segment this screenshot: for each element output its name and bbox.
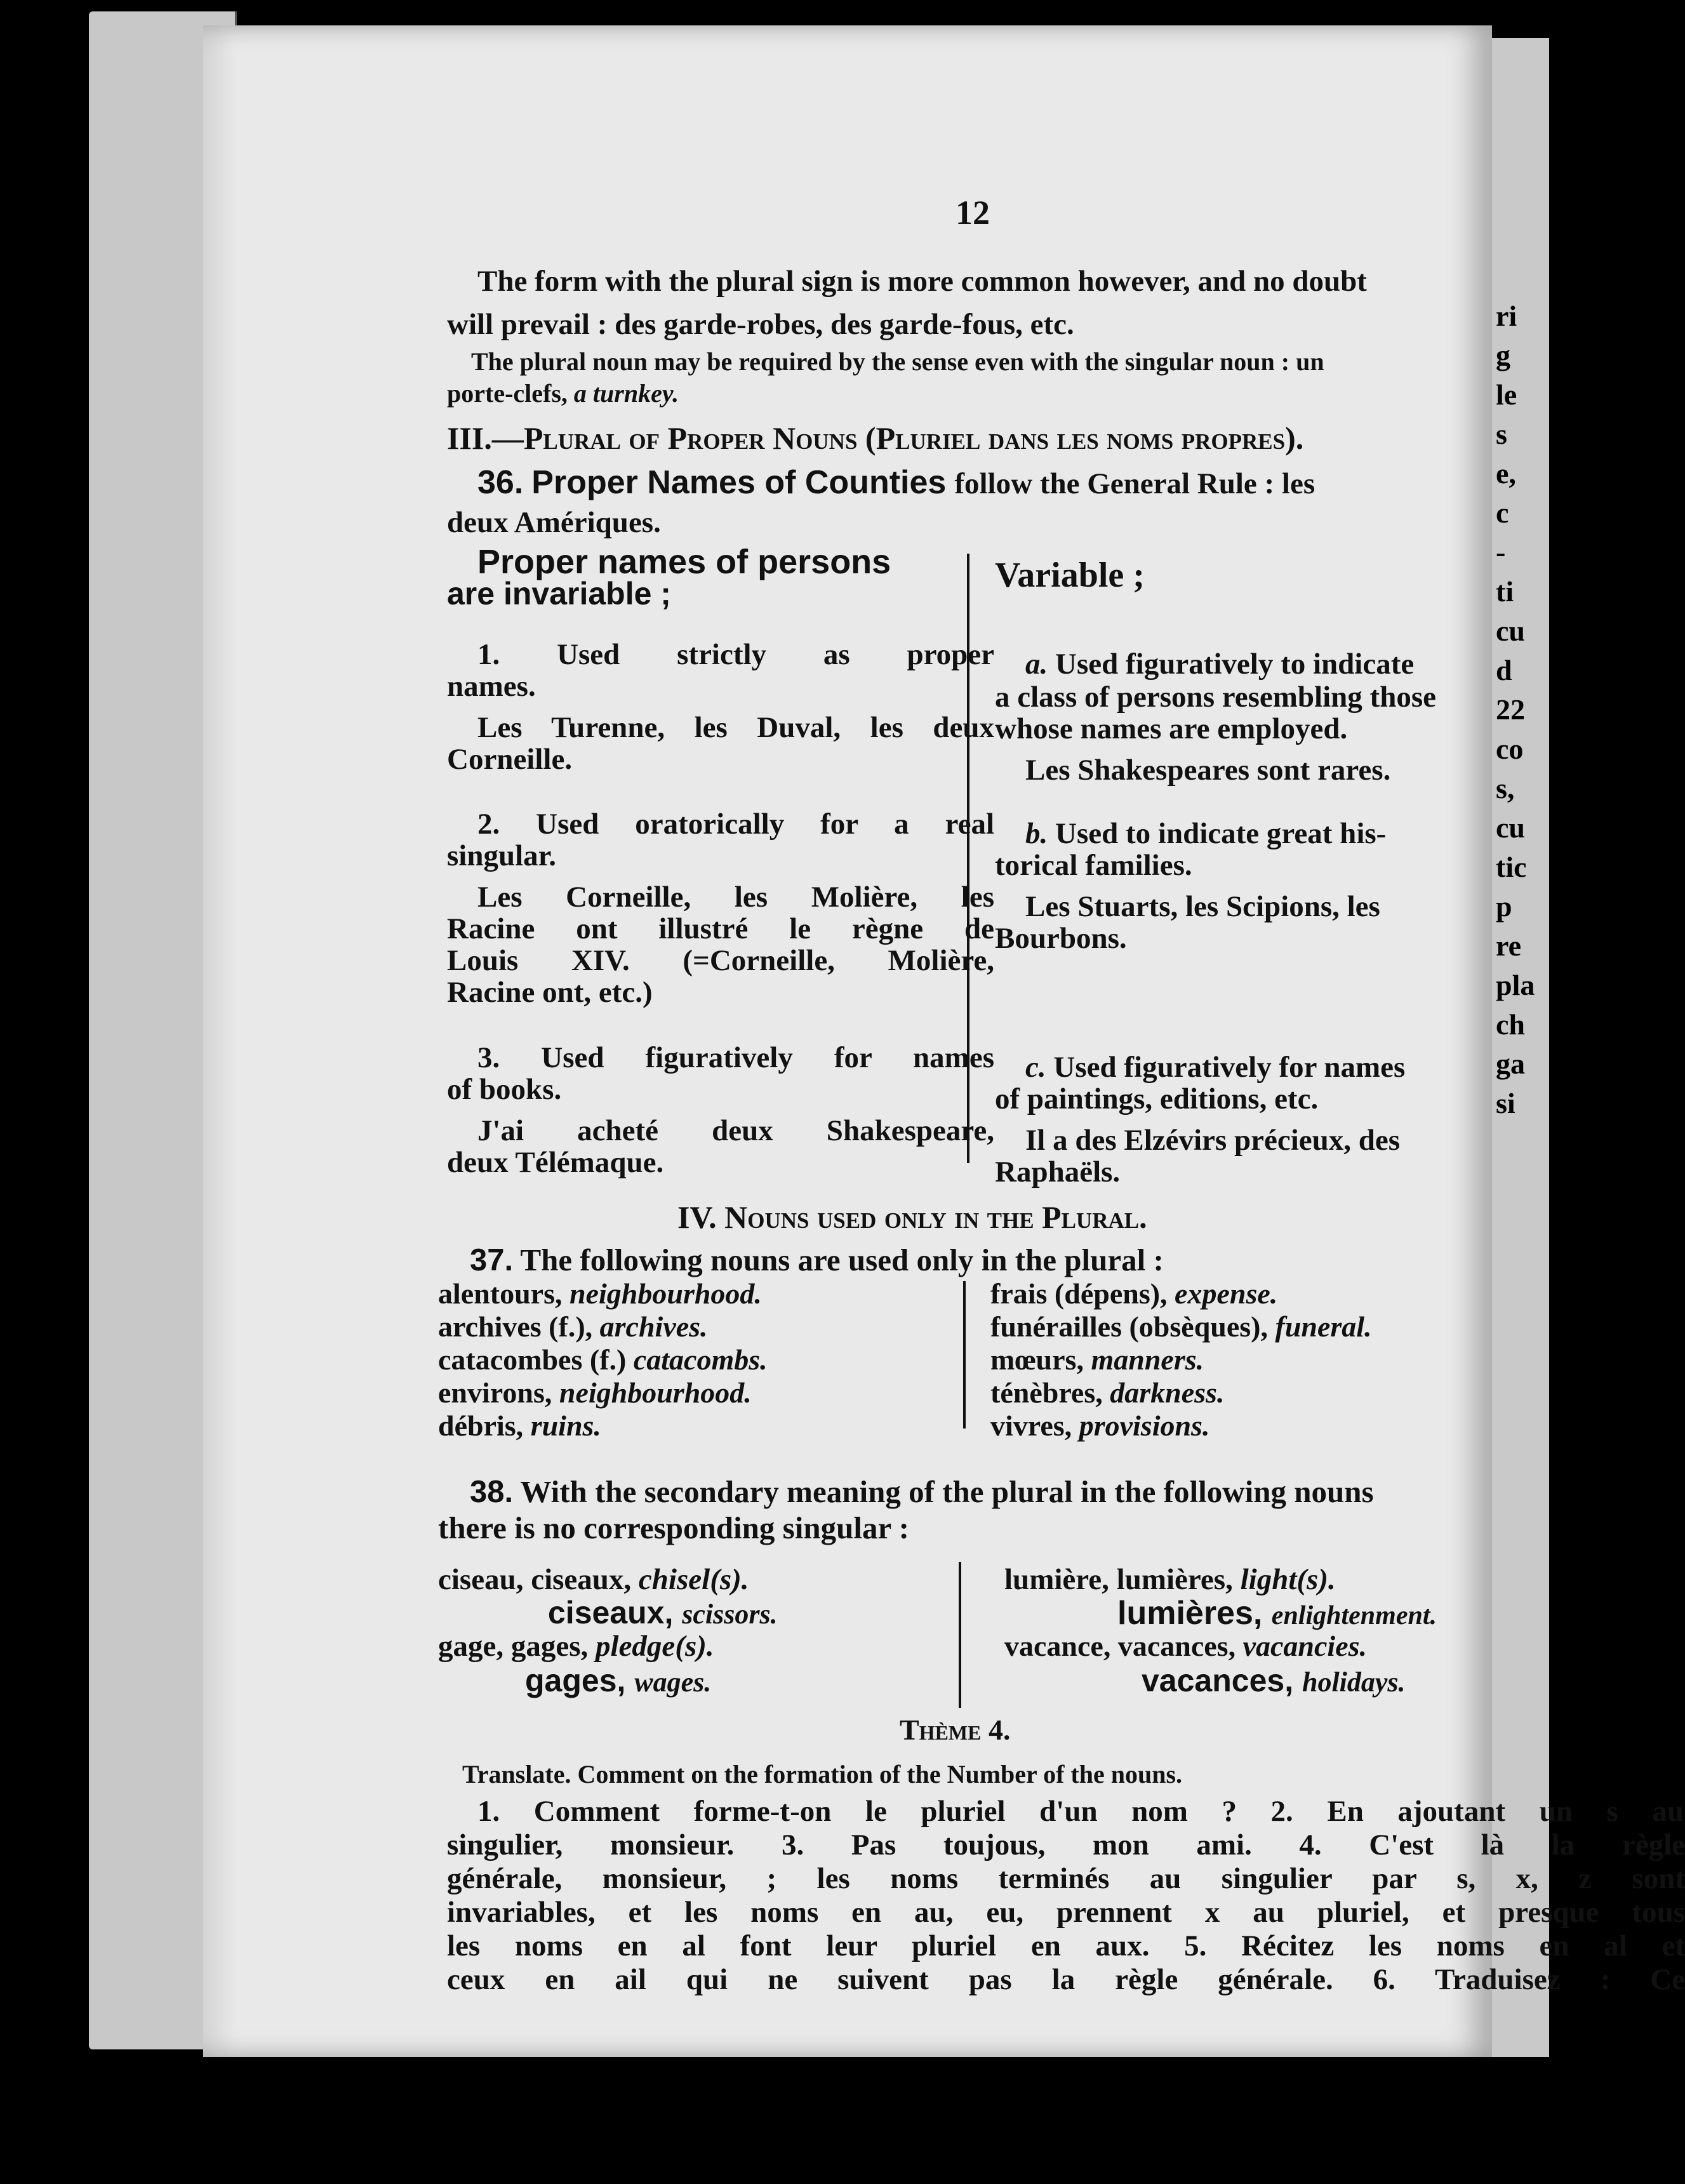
ex38-left-1-en: chisel(s). <box>638 1563 749 1596</box>
ex38-left-3 <box>438 1632 714 1661</box>
right-item-a-line-3: whose names are employed. <box>995 712 1348 745</box>
adjacent-fragment: ri <box>1496 300 1517 332</box>
adjacent-fragment: c <box>1496 496 1509 529</box>
adjacent-fragment: si <box>1496 1087 1515 1119</box>
adjacent-fragment: d <box>1496 654 1512 686</box>
rule-38 <box>470 1476 1374 1508</box>
left-example-2d: Racine ont, etc.) <box>447 976 653 1009</box>
adjacent-fragment: tic <box>1496 851 1527 883</box>
left-example-1-cont: Corneille. <box>447 743 573 776</box>
left-example-2a: Les Corneille, les Molière, les <box>477 881 994 914</box>
left-example-1: Les Turenne, les Duval, les deux <box>477 711 994 744</box>
plural-only-left-french: environs, <box>438 1376 559 1409</box>
section-4-heading: IV. Nouns used only in the Plural. <box>677 1199 1147 1235</box>
adjacent-fragment: co <box>1496 733 1524 765</box>
ex38-left-2-en: scissors. <box>682 1599 778 1630</box>
right-item-b-text: Used to indicate great his- <box>1048 817 1387 850</box>
adjacent-fragment: s, <box>1496 772 1515 804</box>
right-item-b-label: b. <box>1025 817 1048 850</box>
plural-only-right-item <box>990 1345 1204 1375</box>
rule-37-number: 37. <box>470 1243 514 1277</box>
rule-36-number: 36. <box>477 464 524 501</box>
left-item-1-cont: names. <box>447 670 536 703</box>
plural-only-left-french: débris, <box>438 1409 531 1442</box>
adjacent-fragment: cu <box>1496 811 1525 844</box>
right-example-a: Les Shakespeares sont rares. <box>1025 754 1391 787</box>
adjacent-fragment: p <box>1496 890 1512 922</box>
ex38-right-2 <box>1117 1597 1437 1630</box>
right-item-c-text: Used figuratively for names <box>1046 1051 1406 1084</box>
right-item-b-line-2: torical families. <box>995 849 1192 882</box>
adjacent-fragment: e, <box>1496 457 1516 489</box>
theme-line: 1. Comment forme-t-on le pluriel d'un nom ? 2. En ajoutant un s au <box>477 1795 1684 1828</box>
intro-line-1: The form with the plural sign is more common however, and no doubt <box>477 265 1367 298</box>
rule-36-line-2: deux Amériques. <box>447 506 661 539</box>
ex38-right-1-en: light(s). <box>1240 1563 1336 1596</box>
left-example-3a: J'ai acheté deux Shakespeare, <box>477 1114 994 1147</box>
ex38-left-4 <box>525 1665 711 1697</box>
rule-36-text: follow the General Rule : les <box>954 467 1315 500</box>
adjacent-fragment: s <box>1496 418 1507 450</box>
ex38-right-1-fr: lumière, lumières, <box>1004 1563 1241 1596</box>
plural-only-right-item <box>990 1378 1224 1408</box>
intro-note-line-2 <box>447 381 679 406</box>
plural-only-right-french: ténèbres, <box>990 1376 1110 1409</box>
plural-only-left-english: neighbourhood. <box>569 1277 762 1310</box>
intro-note-translation: a turnkey. <box>573 379 679 408</box>
intro-line-2: will prevail : des garde-robes, des garde-fous, etc. <box>447 308 1074 341</box>
ex38-right-1 <box>1004 1565 1336 1595</box>
ex38-left-1 <box>438 1565 749 1595</box>
plural-only-right-french: funérailles (obsèques), <box>990 1310 1275 1343</box>
plural-only-right-french: mœurs, <box>990 1343 1091 1376</box>
adjacent-fragment: re <box>1496 929 1522 962</box>
right-item-c-line-2: of paintings, editions, etc. <box>995 1082 1319 1115</box>
plural-only-left-item <box>438 1378 752 1408</box>
adjacent-fragment: cu <box>1496 615 1525 647</box>
plural-only-right-item <box>990 1411 1209 1441</box>
plural-only-left-item <box>438 1312 708 1342</box>
right-column-heading: Variable ; <box>995 556 1145 595</box>
left-item-3-cont: of books. <box>447 1073 562 1106</box>
right-example-c2: Raphaëls. <box>995 1155 1121 1189</box>
column-divider-2 <box>963 1281 966 1428</box>
right-item-b <box>1025 819 1386 849</box>
theme-instruction: Translate. Comment on the formation of the Number of the nouns. <box>462 1760 1183 1788</box>
rule-38-text: With the secondary meaning of the plural in the following nouns <box>513 1474 1374 1509</box>
rule-37-text: The following nouns are used only in the plural : <box>513 1242 1164 1277</box>
adjacent-fragment: le <box>1496 378 1517 411</box>
right-item-a-label: a. <box>1025 648 1048 681</box>
right-example-c1: Il a des Elzévirs précieux, des <box>1025 1124 1401 1157</box>
ex38-left-3-fr: gage, gages, <box>438 1630 596 1663</box>
rule-36-title: Proper Names of Counties <box>531 464 947 501</box>
ex38-left-4-fr: gages, <box>525 1663 635 1698</box>
theme-line: singulier, monsieur. 3. Pas toujous, mon ami. 4. C'est là la règle <box>447 1828 1685 1861</box>
intro-note-text: porte-clefs, <box>447 379 574 408</box>
plural-only-right-english: expense. <box>1175 1277 1278 1310</box>
right-item-c <box>1025 1053 1405 1082</box>
left-example-2b: Racine ont illustré le règne de <box>447 912 994 945</box>
ex38-right-2-en: enlightenment. <box>1271 1601 1437 1630</box>
right-item-a-text: Used figuratively to indicate <box>1048 648 1415 681</box>
rule-36 <box>477 466 1315 500</box>
left-item-2-cont: singular. <box>447 839 556 872</box>
ex38-left-4-en: wages. <box>634 1667 712 1698</box>
plural-only-left-english: neighbourhood. <box>559 1376 752 1409</box>
adjacent-page-strip <box>1492 38 1549 2057</box>
plural-only-left-french: archives (f.), <box>438 1310 600 1343</box>
theme-line: générale, monsieur, ; les noms terminés au singulier par s, x, z sont <box>447 1862 1685 1895</box>
adjacent-fragment: - <box>1496 536 1506 568</box>
adjacent-fragment: g <box>1496 339 1510 371</box>
page-number: 12 <box>956 194 990 232</box>
plural-only-left-french: catacombes (f.) <box>438 1343 634 1376</box>
left-example-2c: Louis XIV. (=Corneille, Molière, <box>447 944 994 977</box>
plural-only-right-english: provisions. <box>1079 1409 1210 1442</box>
left-item-1: 1. Used strictly as proper <box>477 638 994 671</box>
rule-38-number: 38. <box>470 1475 514 1509</box>
right-example-b1: Les Stuarts, les Scipions, les <box>1025 890 1380 923</box>
adjacent-fragment: ga <box>1496 1048 1525 1080</box>
plural-only-right-english: funeral. <box>1275 1310 1372 1343</box>
adjacent-fragment: 22 <box>1496 693 1525 726</box>
ex38-left-3-en: pledge(s). <box>596 1630 714 1663</box>
ex38-right-3 <box>1004 1632 1367 1661</box>
plural-only-right-french: frais (dépens), <box>990 1277 1175 1310</box>
ex38-right-4-fr: vacances, <box>1142 1663 1302 1698</box>
plural-only-right-english: manners. <box>1091 1343 1204 1376</box>
theme-line: invariables, et les noms en au, eu, prennent x au pluriel, et presque tous <box>447 1896 1685 1929</box>
ex38-right-3-en: vacancies. <box>1242 1630 1368 1662</box>
left-item-2: 2. Used oratorically for a real <box>477 808 994 841</box>
plural-only-right-french: vivres, <box>990 1409 1079 1442</box>
right-item-c-label: c. <box>1025 1051 1046 1084</box>
rule-37 <box>470 1244 1164 1276</box>
adjacent-fragment: ch <box>1496 1008 1525 1041</box>
ex38-right-4 <box>1142 1665 1406 1697</box>
left-column-heading-2: are invariable ; <box>447 576 671 611</box>
intro-note-line-1: The plural noun may be required by the sense even with the singular noun : un <box>471 347 1324 376</box>
right-item-a <box>1025 649 1682 679</box>
ex38-right-2-fr: lumières, <box>1117 1595 1272 1632</box>
left-column-heading-1: Proper names of persons <box>477 543 891 581</box>
plural-only-left-item <box>438 1411 601 1441</box>
section-3-heading: III.—Plural of Proper Nouns (Pluriel dans les noms propres). <box>447 420 1304 456</box>
ex38-left-2 <box>548 1597 778 1629</box>
theme-line: ceux en ail qui ne suivent pas la règle générale. 6. Traduisez : Ce <box>447 1963 1685 1996</box>
left-item-3: 3. Used figuratively for names <box>477 1041 994 1074</box>
plural-only-left-french: alentours, <box>438 1277 569 1310</box>
adjacent-fragment: pla <box>1496 969 1535 1001</box>
theme-heading: Thème 4. <box>900 1714 1011 1746</box>
ex38-left-1-fr: ciseau, ciseaux, <box>438 1563 639 1596</box>
rule-38-line-2: there is no corresponding singular : <box>438 1510 909 1545</box>
ex38-right-4-en: holidays. <box>1302 1667 1406 1698</box>
adjacent-fragment: ti <box>1496 575 1514 608</box>
plural-only-left-english: catacombs. <box>633 1343 768 1376</box>
plural-only-left-english: ruins. <box>530 1409 601 1442</box>
plural-only-right-item <box>990 1279 1277 1308</box>
right-item-a-line-2: a class of persons resembling those <box>995 681 1436 714</box>
right-example-b2: Bourbons. <box>995 922 1127 955</box>
ex38-right-3-fr: vacance, vacances, <box>1004 1630 1243 1662</box>
plural-only-left-item <box>438 1345 768 1375</box>
plural-only-right-english: darkness. <box>1110 1376 1225 1409</box>
plural-only-right-item <box>990 1312 1372 1342</box>
plural-only-left-item <box>438 1279 762 1308</box>
theme-line: les noms en al font leur pluriel en aux. 5. Récitez les noms en al et <box>447 1929 1685 1962</box>
column-divider-3 <box>959 1562 961 1708</box>
left-example-3b: deux Télémaque. <box>447 1146 664 1179</box>
ex38-left-2-fr: ciseaux, <box>548 1595 683 1630</box>
plural-only-left-english: archives. <box>599 1310 708 1343</box>
